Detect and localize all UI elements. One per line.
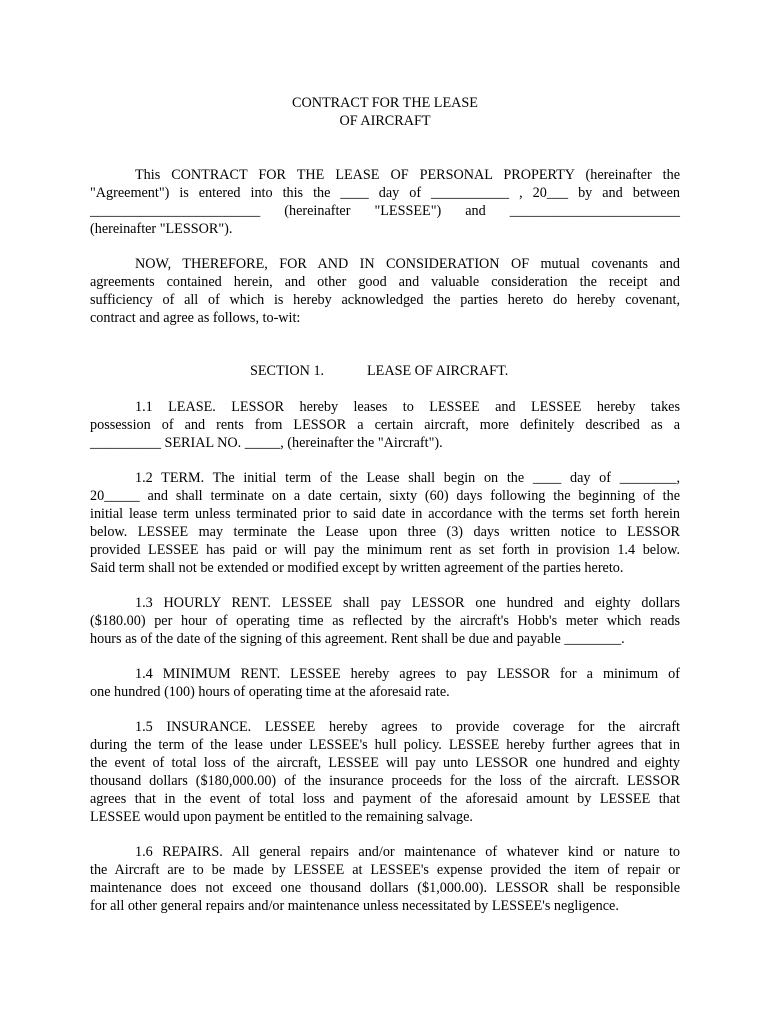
provision-1-1 xyxy=(90,398,680,452)
provision-1-1-line-1: 1.1 LEASE. LESSOR hereby leases to LESSEE and LESSEE hereby takes xyxy=(135,399,680,415)
provision-1-4-line-1: 1.4 MINIMUM RENT. LESSEE hereby agrees to pay LESSOR for a minimum of xyxy=(135,666,680,682)
provision-1-6-line-4: for all other general repairs and/or maintenance unless necessitated by LESSEE's negligence. xyxy=(90,898,619,914)
provision-1-4-line-2: one hundred (100) hours of operating time at the aforesaid rate. xyxy=(90,684,450,700)
provision-1-6-line-3: maintenance does not exceed one thousand dollars ($1,000.00). LESSOR shall be responsible xyxy=(90,880,680,896)
provision-1-5-line-3: the event of total loss of the aircraft, LESSEE will pay unto LESSOR one hundred and eighty xyxy=(90,755,680,771)
provision-1-5-line-5: agrees that in the event of total loss and payment of the aforesaid amount by LESSEE that xyxy=(90,791,680,807)
provision-1-3-line-1: 1.3 HOURLY RENT. LESSEE shall pay LESSOR one hundred and eighty dollars xyxy=(135,595,680,611)
intro-line-2: "Agreement") is entered into this the ____ day of ___________ , 20___ by and between xyxy=(90,185,680,201)
provision-1-5-line-1: 1.5 INSURANCE. LESSEE hereby agrees to provide coverage for the aircraft xyxy=(135,719,680,735)
provision-1-2-line-2: 20_____ and shall terminate on a date certain, sixty (60) days following the beginning of the xyxy=(90,488,680,504)
document-title-line-1: CONTRACT FOR THE LEASE xyxy=(292,95,478,111)
provision-1-1-line-3: __________ SERIAL NO. _____, (hereinafter the "Aircraft"). xyxy=(90,435,443,451)
intro-line-4: (hereinafter "LESSOR"). xyxy=(90,221,233,237)
consideration-paragraph xyxy=(90,255,680,327)
section-1-number: SECTION 1. xyxy=(250,363,325,379)
provision-1-6 xyxy=(90,843,680,915)
provision-1-3-line-2: ($180.00) per hour of operating time as reflected by the aircraft's Hobb's meter which reads xyxy=(90,613,680,629)
provision-1-5 xyxy=(90,718,680,826)
provision-1-2-line-1: 1.2 TERM. The initial term of the Lease shall begin on the ____ day of ________, xyxy=(135,470,680,486)
provision-1-3 xyxy=(90,594,680,648)
provision-1-2-line-4: below. LESSEE may terminate the Lease upon three (3) days written notice to LESSOR xyxy=(90,524,680,540)
provision-1-4 xyxy=(90,665,680,701)
provision-1-5-line-4: thousand dollars ($180,000.00) of the insurance proceeds for the loss of the aircraft. LESSOR xyxy=(90,773,680,789)
consideration-line-2: agreements contained herein, and other good and valuable consideration the receipt and xyxy=(90,274,680,290)
provision-1-1-line-2: possession of and rents from LESSOR a certain aircraft, more definitely described as a xyxy=(90,417,680,433)
provision-1-2-line-5: provided LESSEE has paid or will pay the minimum rent as set forth in provision 1.4 below. xyxy=(90,542,680,558)
provision-1-6-line-1: 1.6 REPAIRS. All general repairs and/or maintenance of whatever kind or nature to xyxy=(135,844,680,860)
consideration-line-1: NOW, THEREFORE, FOR AND IN CONSIDERATION OF mutual covenants and xyxy=(135,256,680,272)
provision-1-2 xyxy=(90,469,680,577)
provision-1-3-line-3: hours as of the date of the signing of this agreement. Rent shall be due and payable ________. xyxy=(90,631,625,647)
intro-line-3: ________________________ (hereinafter "LESSEE") and ________________________ xyxy=(90,203,680,219)
document-title-line-2: OF AIRCRAFT xyxy=(339,113,431,129)
provision-1-5-line-6: LESSEE would upon payment be entitled to the remaining salvage. xyxy=(90,809,473,825)
consideration-line-3: sufficiency of all of which is hereby acknowledged the parties hereto do hereby covenant, xyxy=(90,292,680,308)
provision-1-2-line-3: initial lease term unless terminated prior to said date in accordance with the terms set forth herein xyxy=(90,506,680,522)
intro-line-1: This CONTRACT FOR THE LEASE OF PERSONAL PROPERTY (hereinafter the xyxy=(135,167,680,183)
provision-1-2-line-6: Said term shall not be extended or modified except by written agreement of the parties hereto. xyxy=(90,560,624,576)
provision-1-5-line-2: during the term of the lease under LESSEE's hull policy. LESSEE hereby further agrees that in xyxy=(90,737,680,753)
section-1-title: LEASE OF AIRCRAFT. xyxy=(367,363,509,379)
consideration-line-4: contract and agree as follows, to-wit: xyxy=(90,310,301,326)
intro-paragraph xyxy=(90,166,680,238)
provision-1-6-line-2: the Aircraft are to be made by LESSEE at LESSEE's expense provided the item of repair or xyxy=(90,862,680,878)
